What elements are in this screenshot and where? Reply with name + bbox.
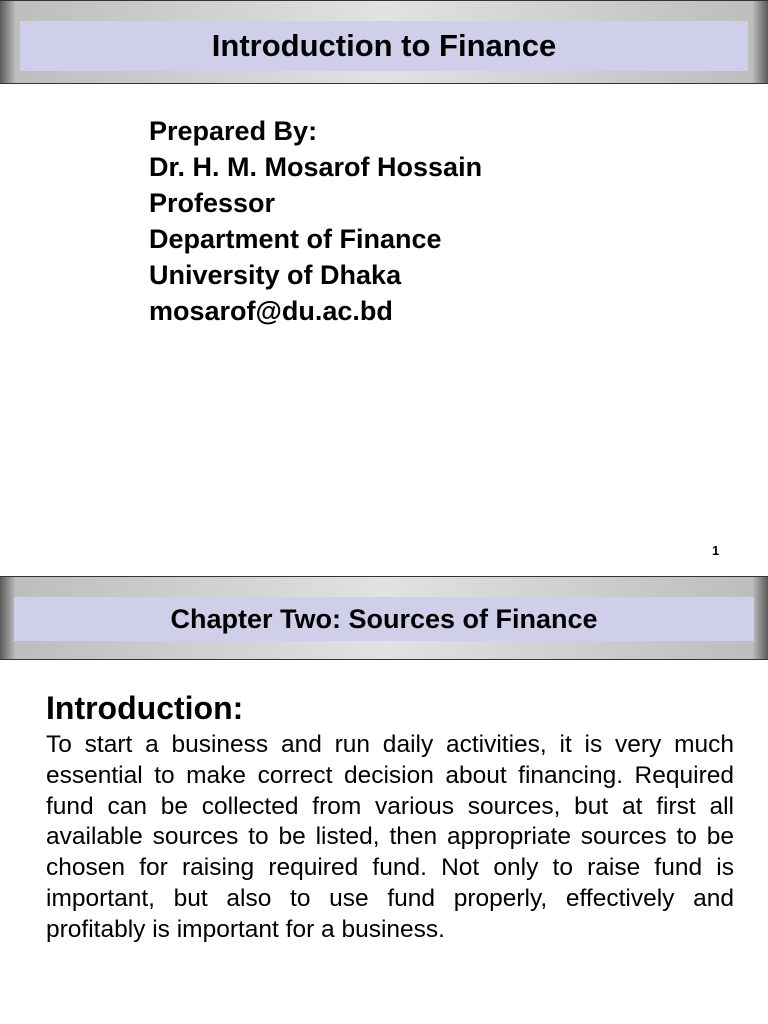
intro-body: To start a business and run daily activities, it is very much essential to make correct decision about financing. Required fund can be collected from various sources, but at first all available sources to be listed, then appropriate sources to be chosen for raising required fund. Not only to raise fund is important, but also to use fund properly, effectively and profitably is important for a business. [46,731,734,943]
slide1-title-bar [0,0,768,84]
slide1-title-panel [20,21,748,71]
slide2-title-bar [0,576,768,660]
slide2-title-panel [14,597,754,641]
slide-number: 1 [712,543,720,558]
author-title: Professor [149,188,276,218]
slide1-title: Introduction to Finance [211,28,557,63]
author-university: University of Dhaka [149,260,402,290]
author-department: Department of Finance [149,224,442,254]
intro-heading: Introduction: [46,690,244,726]
slide2-title: Chapter Two: Sources of Finance [170,603,598,634]
author-name: Dr. H. M. Mosarof Hossain [149,152,483,182]
author-email: mosarof@du.ac.bd [149,296,393,326]
author-block [149,113,482,329]
prepared-by-label: Prepared By: [149,116,318,146]
